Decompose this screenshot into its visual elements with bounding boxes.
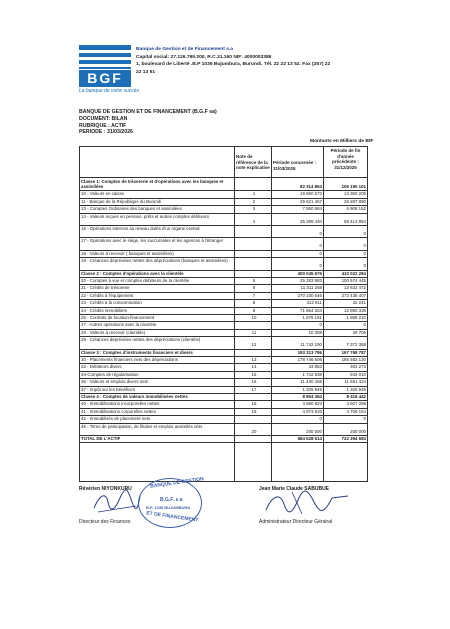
row-previous-value: 32 241 — [352, 300, 366, 306]
row-label: 14 - Valeurs reçues en pension, prêts et autres comptes débiteurs — [81, 213, 210, 219]
row-current-value: 71 654 324 — [300, 307, 322, 313]
row-current-value: 0 — [319, 231, 322, 236]
row-current-value: 19 860 573 — [300, 191, 322, 197]
letterhead-capital: Capital social: 27.126.799.200, R.C.31.160 NIF: 4000003386 — [136, 54, 272, 60]
document-info — [79, 109, 379, 136]
stamp-line-4: ET DE FINANCEMENT — [145, 510, 199, 524]
row-previous-value: 29 706 — [352, 329, 366, 335]
row-previous-value: 410 022 284 — [341, 270, 366, 276]
units-note: Montants en Milliers de BIF — [310, 139, 374, 144]
row-previous-value: 6 908 152 — [346, 206, 366, 212]
row-label: 27 - Autres opérations avec la clientèle — [81, 322, 157, 328]
row-note: 6 — [252, 285, 256, 291]
logo-tagline: La banque de votre succès — [79, 88, 140, 94]
row-previous-value: 7 372 368 — [346, 342, 366, 348]
row-label: 20 - Comptes à vue et comptes débiteurs de la clientèle — [81, 278, 190, 283]
row-current-value: 10 358 — [308, 329, 322, 335]
col-note-header: Note de référence de la note explicative — [236, 154, 270, 171]
row-previous-value: 1 898 210 — [346, 315, 366, 320]
row-current-value: 1 742 538 — [302, 371, 322, 377]
info-rubrique: RUBRIQUE : ACTIF — [79, 122, 127, 129]
row-previous-value: 12 980 336 — [344, 307, 366, 313]
row-current-value: 8 854 354 — [302, 394, 322, 399]
row-label: 13 - Comptes Ordinaires des banques et assimilées — [81, 206, 182, 212]
row-label: Classe 1: Comptes de trésorerie et d'opérations avec les banques et assimilées — [81, 179, 224, 189]
row-current-value: 0 — [319, 243, 322, 249]
row-previous-value: 0 — [363, 416, 366, 422]
row-previous-value: 303 273 — [350, 364, 366, 370]
row-label: Classe 2 : Comptes d'opérations avec la clientèle — [81, 270, 184, 276]
row-current-value: 4 973 532 — [302, 408, 322, 414]
info-bank: BANQUE DE GESTION ET DE FINANCEMENT (B.G.F sa) — [79, 109, 217, 115]
row-note: 12 — [251, 342, 257, 348]
row-label: TOTAL DE L'ACTIF — [81, 436, 121, 441]
row-previous-value: 59 413 854 — [344, 218, 366, 224]
row-note: 19 — [251, 408, 257, 414]
bgf-logo — [79, 45, 140, 97]
row-previous-value: 106 190 101 — [341, 184, 366, 189]
logo-stripes — [79, 45, 131, 69]
row-label: 37 - Impôt sur les bénéfices — [81, 386, 135, 392]
row-previous-value: 197 768 787 — [341, 349, 366, 355]
col-previous-header: Période de fin d'année précédente : 31/12/2025 — [330, 148, 361, 170]
row-note: 14 — [251, 364, 257, 370]
stamp-line-3: B.P. 1035 BUJUMBURA — [146, 505, 191, 510]
row-previous-value: 26 287 890 — [344, 198, 366, 204]
row-label: 21 - Crédits de trésorerie — [81, 285, 130, 291]
row-current-value: 178 746 506 — [297, 357, 322, 362]
row-previous-value: 722 394 584 — [341, 436, 366, 441]
row-current-value: 3 680 823 — [302, 401, 322, 407]
row-note: 20 — [251, 428, 257, 434]
row-label: 24 - Crédits immobiliers — [81, 307, 128, 313]
row-label: 40 - Immobilisations incorporelles nettes — [81, 401, 160, 407]
row-label: 23 - Crédits à la consommation — [81, 300, 142, 306]
row-label: 22 - Crédits à l'équipement — [81, 292, 134, 298]
row-note: 7 — [252, 292, 256, 298]
row-label: 28 - Valeurs à recevoir (clientèle) — [81, 329, 146, 335]
row-current-value: 684 528 614 — [297, 436, 322, 441]
row-note: 16 — [251, 379, 257, 385]
row-previous-value: 8 416 442 — [346, 394, 366, 399]
row-current-value: 0 — [319, 322, 322, 328]
row-previous-value: 4 709 154 — [346, 408, 366, 414]
row-label: 25 - Contrats de location-financement — [81, 315, 155, 320]
row-label: 41 - Immobilisations corporelles nettes — [81, 408, 156, 414]
row-current-value: 0 — [319, 416, 322, 422]
row-previous-value: 0 — [363, 243, 366, 249]
row-label: 36 - Valeurs et emplois divers nets — [81, 379, 149, 385]
letterhead-address: 1, boulevard de Liberté .B.P 1035 Bujumbura, Burundi. Tél. 22 22 13 52. Fax (257) 22 — [136, 62, 331, 68]
row-note: 3 — [252, 206, 256, 212]
row-current-value: 0 — [319, 250, 322, 256]
row-current-value: 25 299 440 — [300, 218, 322, 224]
row-previous-value: 200 000 — [350, 428, 366, 434]
row-current-value: 1 675 191 — [302, 315, 322, 320]
row-previous-value: 13 360 205 — [344, 191, 366, 197]
row-label: 34-Comptes de régularisation — [81, 371, 139, 377]
info-periode: PERIODE : 31/03/2026 — [79, 129, 133, 136]
row-note: 5 — [252, 278, 256, 283]
row-label: Classe 3 : Comptes d'instruments financiers et divers — [81, 349, 193, 355]
row-current-value: 7 550 884 — [302, 206, 322, 212]
row-previous-value: 0 — [363, 322, 366, 328]
row-previous-value: 0 — [363, 263, 366, 269]
row-current-value: 43 853 — [308, 364, 322, 370]
row-note: 13 — [251, 357, 257, 362]
col-current-header: Période concernée : 31/03/2026 — [273, 160, 317, 171]
letterhead-bank-name: Banque de Gestion et de Financement s.a — [136, 47, 234, 52]
row-label: 32 - Débiteurs divers — [81, 364, 122, 370]
row-current-value: 11 311 268 — [300, 285, 322, 291]
row-divider — [79, 442, 368, 443]
right-signatory-name: Jean Marie Claude SABUBUE — [259, 486, 330, 492]
row-note: 15 — [251, 371, 257, 377]
info-document: DOCUMENT: BILAN — [79, 115, 128, 122]
row-note: 4 — [252, 218, 256, 224]
row-current-value: 11 742 190 — [300, 342, 322, 348]
logo-text: BGF — [79, 70, 131, 87]
row-label: 19 - Créances dépréciées nettes des dépréciations (banques et assimilées) — [81, 258, 228, 264]
row-current-value: 312 811 — [306, 300, 322, 306]
right-signature — [262, 488, 352, 518]
row-label: 11 - Banque de la République du Burundi — [81, 198, 162, 204]
row-label: Classe 4 : Comptes de valeurs immobilisées nettes — [81, 394, 188, 399]
row-label: 29 - Créances dépréciées nettes des dépréciations (clientèle) — [81, 337, 201, 343]
row-label: 46 - Titres de participation, de filiales et emplois assimilés nets — [81, 423, 203, 429]
right-signatory-title: Administrateur Directeur Général — [259, 519, 333, 525]
row-current-value: 11 430 468 — [300, 379, 322, 385]
row-previous-value: 0 — [363, 250, 366, 256]
left-signature — [92, 488, 142, 516]
row-label: 17 - Opérations avec le siège, les succursales et les agences à l'étranger — [81, 238, 224, 244]
row-label: 16 - Opérations internes au réseau dotés d'un organe central — [81, 226, 200, 231]
left-signatory-title: Directeur des Finances — [79, 519, 131, 525]
row-previous-value: 3 507 288 — [346, 401, 366, 407]
row-note: 18 — [251, 401, 257, 407]
row-previous-value: 100 574 445 — [341, 278, 366, 283]
stamp-line-2: B.G.F. s.a — [160, 497, 183, 503]
row-previous-value: 0 — [363, 231, 366, 236]
row-current-value: 0 — [319, 263, 322, 269]
stamp-line-1: BANQUE DE GESTION — [149, 476, 205, 490]
row-previous-value: 273 438 407 — [341, 292, 366, 298]
row-label: 30 - Placements financiers nets des dépréciations — [81, 357, 178, 362]
row-current-value: 270 100 646 — [297, 292, 322, 298]
left-signatory-name: Révérien NIYONKURU — [79, 486, 132, 492]
row-note: 9 — [252, 307, 256, 313]
row-label: 18 - Valeurs à recevoir ( banques et assimilées) — [81, 250, 174, 256]
row-note: 8 — [252, 300, 256, 306]
row-note: 11 — [251, 329, 257, 335]
row-current-value: 400 045 676 — [297, 270, 322, 276]
row-previous-value: 1 325 949 — [346, 386, 366, 392]
balance-sheet-table — [79, 146, 368, 482]
row-previous-value: 13 632 472 — [344, 285, 366, 291]
row-previous-value: 942 010 — [350, 371, 366, 377]
row-current-value: 25 283 983 — [300, 278, 322, 283]
row-current-value: 82 314 854 — [300, 184, 322, 189]
row-note: 17 — [251, 386, 257, 392]
row-current-value: 29 621 457 — [300, 198, 322, 204]
row-previous-value: 11 551 424 — [344, 379, 366, 385]
row-note: 10 — [251, 315, 257, 320]
row-note: 2 — [252, 198, 256, 204]
row-note: 1 — [252, 191, 256, 197]
row-current-value: 193 313 786 — [297, 349, 322, 355]
row-label: 10 - Valeurs en caisse — [81, 191, 125, 197]
letterhead-fax: 22 13 51 — [136, 69, 156, 75]
row-previous-value: 185 583 130 — [341, 357, 366, 362]
letterhead — [136, 46, 376, 76]
row-label: 42 - Immobilisés de placement nets — [81, 416, 151, 422]
row-current-value: 200 000 — [306, 428, 322, 434]
row-current-value: 1 325 949 — [302, 386, 322, 392]
